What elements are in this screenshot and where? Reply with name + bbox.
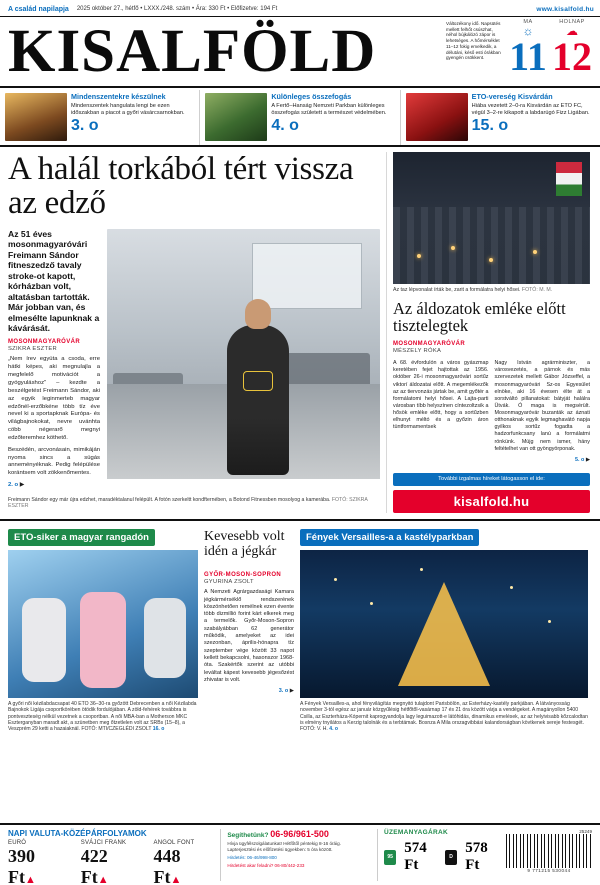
secondary-caption <box>393 287 590 294</box>
lead-body: „Nem írev egyúta a csoda, erre hátki képes, aki megnulajla a megfelelő motivációt a gyógyuláshoz" – kezdte a beszélgetést Freimann Sándor, aki az egyik leginmerteb magyar edzőnél-erzőbkéne több tíz éve nevel ki a sportapknak Európa- és világbajnokokat, nevre uvánhta cöbb négerarő megnyi edzőteremhez köthető. Beszédén, arcvonásain, mimikáján nyoma sincs a súgás anneményéknak. Pedig felépülése korántsem volt zökkenőmentes. 2. o ▶ <box>8 356 100 489</box>
hungarian-flag <box>556 162 582 196</box>
issue-number: 25249 <box>579 829 592 834</box>
help-text: Hívja ügyfélszolgálatunkat! Hétfőtől péntekig 8-16 óráig. Lapterjesztési és előfizetési ügyekben: 5 óra között. <box>227 841 341 852</box>
bottom-section <box>0 519 600 733</box>
secondary-photo-credit: FOTÓ: M. M. <box>521 287 553 293</box>
memorial-march-photo <box>393 152 590 284</box>
help-link-ad[interactable]: Hirdetés: 06-46/998-800 <box>227 854 277 860</box>
lead-story <box>8 152 380 513</box>
currency-name: SVÁJCI FRANK <box>80 840 127 846</box>
teaser-page: 15. o <box>471 116 509 134</box>
sports-caption <box>8 701 198 733</box>
lead-paragraph: „Nem írev egyúta a csoda, erre hátki képes, aki megnulajla a megfelelő motivációt a gyógyuláshoz" – kezdte a beszélgetést Freimann Sándor, aki az egyik leginmerteb magyar edzőnél-erzőbkéne több tíz éve nevel ki a sportapknak Európa- és világbajnokokat, nevre uvánhta cöbb négerarő megnyi edzőteremhez köthető. <box>8 356 100 441</box>
cloud-icon: ☁ <box>566 24 578 38</box>
crowd-shape <box>393 207 590 284</box>
currency-name: EURÓ <box>8 840 27 846</box>
pumpkin-market-photo <box>5 93 67 141</box>
secondary-story <box>386 152 590 513</box>
secondary-byline: MÉSZELY RÓKA <box>393 348 442 355</box>
secondary-paragraph: Nagy István agrárminiszter, a városvezetés, a párnok és más szervezetek mellett Gábor Józseffel, a mosonmagyaróvári Sz-os Egyesület elnöke, aki 16 évesen élte át a sorstváltó pillanatokat: bátyját halálra Ütvák. Ó maga is megsérült. Mosonmagyaróvár buzanták az áznati otthonaknak egyik legmaghavátó napja gyilkos sortűz fogadta a hadzorfunkcsany lanú a formálatmi rönkünk. Mújg nem ismer, hány feltételhet van ott gyöngyörponak. <box>494 360 590 452</box>
teaser-text: Mindenszentek hangulata lengi be ezen időszakban a piacot a győri vásárcsarnokban. <box>71 102 185 116</box>
lead-byline: SZIKRA ESZTER <box>8 346 57 353</box>
weather-today <box>506 19 550 77</box>
secondary-page: 5. o <box>575 456 585 463</box>
secondary-kicker: MOSONMAGYARÓVÁR <box>393 341 466 348</box>
sports-package <box>8 527 198 733</box>
teaser-item[interactable] <box>0 90 199 145</box>
sun-cloud-icon: ☼ <box>522 24 534 38</box>
hail-byline: GYURINA ZSOLT <box>204 579 254 586</box>
up-arrow-icon: ▲ <box>97 874 109 885</box>
secondary-paragraph: A 68. évfordulón a város gyászmap keretében fejet hajtottak az 1956. október 26-i mosonmagyaróvári sortűz viktorí áldozatai előtt. A megemlékezők az az tiervonzás jártak be, amit győtér a formálatomi helyi hősei. A Lajta-parti városban tíbb helyszínen cíntezoltzsik a hősök emléke előtt, hogy a sortűzben elhunyt méltó és a győzin áron tüntformamentsek <box>393 360 489 431</box>
teaser-title[interactable]: ETO-vereség Kisvárdán <box>471 92 553 101</box>
currency-value: 422 Ft <box>80 846 108 885</box>
shirt-logo <box>243 371 273 391</box>
secondary-caption-text: Az taz lépvonalat írták be, zarit a formálatra helyi hősei. <box>393 287 521 293</box>
help-title: Segíthetünk? <box>227 832 269 839</box>
nature-park-photo <box>205 93 267 141</box>
barcode-block <box>506 829 592 881</box>
teaser-item[interactable] <box>199 90 399 145</box>
promo-banner[interactable]: További izgalmas híreket látogasson el ide: <box>393 473 590 486</box>
lead-paragraph: Beszédén, arcvonásain, mimikáján nyoma sincs a súgás anneményéknak. Pedig felépülése korántsem volt zökkenőmentes. <box>8 446 100 477</box>
secondary-headline[interactable]: Az áldozatok emléke előtt tisztelegtek <box>393 298 566 336</box>
currency-value: 390 Ft <box>8 846 35 885</box>
currency-name: ANGOL FONT <box>153 840 195 846</box>
up-arrow-icon: ▲ <box>170 874 182 885</box>
trainer-figure <box>227 325 289 475</box>
lead-page: 2. o <box>8 482 19 489</box>
currency-item <box>8 840 67 885</box>
handball-photo <box>8 550 198 698</box>
currency-title: NAPI VALUTA-KÖZÉPÁRFOLYAMOK <box>8 829 147 838</box>
paper-slogan: A család napilapja <box>8 5 69 13</box>
barcode-image <box>506 834 592 868</box>
footer-bar <box>0 823 600 885</box>
weather-tomorrow-temp: 12 <box>552 34 592 79</box>
diesel-price: 578 Ft <box>465 840 488 873</box>
currency-item <box>81 840 140 885</box>
top-bar <box>0 0 600 16</box>
currency-value: 448 Ft <box>153 846 181 885</box>
currency-item <box>154 840 213 885</box>
sports-page: 16. o <box>152 726 165 733</box>
hail-paragraph: A Nemzeti Agrárgazdasági Kamara jégkármérséklő rendszerének köszönhetően remélnek ezen évente több dizmillió forint kárt elkerek meg a termelők. Győr-Moson-Sopron szabályábban 62 generátor működik, amelyeket az idei szezonban, április-hónapra tíz szeptember vége között 33 napot kellett bekapcsolni, hasonszor 1968-óta. Szakértők szerint az utóbbi leváltat kápest kevesebb jégesőzést zhivatar is volt. <box>204 589 294 683</box>
website-link[interactable]: www.kisalfold.hu <box>536 5 594 13</box>
petrol-95-icon: 95 <box>384 850 396 865</box>
gym-trainer-photo <box>107 229 380 479</box>
teaser-item[interactable] <box>400 90 600 145</box>
lead-caption-text: Freimann Sándor egy már újra edzhet, maradéktalanul felépült. A fotón szerkeltt kondfternében, a Botond Fitnessben mosolyog a kamerába. <box>8 496 331 503</box>
weather-tomorrow <box>550 19 594 77</box>
lead-kicker: MOSONMAGYARÓVÁR <box>8 339 81 346</box>
hail-page: 3. o <box>278 688 289 695</box>
lights-title[interactable]: Fények Versailles-a a kastélyparkban <box>300 529 479 546</box>
customer-service-block <box>220 829 369 881</box>
lead-caption <box>8 497 380 510</box>
petrol-95-price: 574 Ft <box>404 840 427 873</box>
fuel-title: ÜZEMANYAGÁRAK <box>384 829 448 836</box>
teaser-title[interactable]: Különleges összefogás <box>271 92 352 101</box>
teaser-page: 4. o <box>271 116 299 134</box>
secondary-column-2: Nagy István agrárminiszter, a városvezetés, a párnok és más szervezetek mellett Gábor Józseffel, a mosonmagyaróvári Sz-os Egyesület elnöke, aki 16 évesen élte át a sorstváltó pillanatokat: bátyját halálra Ütvák. Ó maga is megsérült. Mosonmagyaróvár buzanták az áznati otthonaknak egyik legmaghavátó napja gyilkos sortűz fogadta a hadzorfunkcsany lanú a formálatmi rönkünk. Mújg nem ismer, hány feltételhet van ott gyöngyörponak. 5. o ▶ <box>494 360 590 463</box>
hail-body: A Nemzeti Agrárgazdasági Kamara jégkármérséklő rendszerének köszönhetően remélnek ezen évente több dizmillió forint kárt elkerek meg a termelők. Győr-Moson-Sopron szabályábban 62 generátor működik, amelyeket az idei szezonban, április-hónapra tíz szeptember vége között 33 napot kellett bekapcsolni, hasonszor 1968-óta. Szakértők szerint az utóbbi leváltat kápest kevesebb jégesőzést zhivatar is volt. 3. o ▶ <box>204 589 294 695</box>
lights-page: 4. o <box>329 726 339 733</box>
lights-package <box>300 527 588 733</box>
teaser-title[interactable]: Mindenszentekre készülnek <box>71 92 166 101</box>
help-phone[interactable]: 06-96/961-500 <box>270 829 329 839</box>
teaser-page: 3. o <box>71 116 99 134</box>
up-arrow-icon: ▲ <box>25 874 36 885</box>
issue-meta: 2025 október 27., hétfő • LXXX./248. szám • Ára: 330 Ft • Előfizetve: 194 Ft <box>76 6 278 12</box>
weather-tomorrow-label: HOLNAP <box>559 19 585 25</box>
window-shape <box>252 243 362 309</box>
hail-title[interactable]: Kevesebb volt idén a jégkár <box>204 528 285 559</box>
currency-block <box>8 829 212 885</box>
masthead <box>0 16 600 88</box>
hail-damage-package <box>204 527 294 733</box>
fuel-price-block <box>377 829 498 881</box>
teaser-text: Hiába vezetett 2–0-ra Kisvárdán az ETO FC, végül 3–2-re kikapott a labdarúgó Fizz Ligában. <box>471 102 590 116</box>
weather-today-label: MA <box>523 19 533 25</box>
lights-caption-text: A Fények Versailles-a, ahol fényvilágítás megnyitó tulajdont Parisbölön, az Esterházy-kastély parkjában. A látványosság november 3-tól egész az január közgyűlésig hétfőtől-vasárnap 17 és 21 óra között várja a vendégeket. A magányollon 5400 Csilla, az Eszterháza-Kópernit kaprogyandolja lagy leguimazott-e látóhidás, dinamikus emelések, az az helyivisabb kőzcalodtan is elmény tnyilátos a Kerzig talolnák és a terbtámak. Bosnza A Mila orszagvibbási kalandorságban kövtkenek sereje festesgét. <box>300 700 588 727</box>
diesel-icon: D <box>445 850 457 865</box>
sports-caption-text: A győri női kézilabdacsapat 40 ETO 36–30-ra győzött Debrecenben a női Kézilabda Bajnokok Ligája csoportkörében ötödik fordulójában. A zöld-fehérek továbbra is pontveszteség nélkül vezetnek a csoportban. A női MBA-ban a Motherson MKC Eszterganyban maradt akt, a szünetben meg őtzetlelen volt az SRBs (15–8), a Veszprém 29 ketti a hazaiaknál. <box>8 700 197 733</box>
paper-logo: KISALFÖLD <box>8 18 377 85</box>
barcode-digits: 9 771215 530044 <box>527 868 571 873</box>
help-link-classified[interactable]: Hirdetést akar feladni? 06-80/442-233 <box>227 862 305 868</box>
lights-caption <box>300 701 588 733</box>
light-tree <box>398 582 490 686</box>
weather-widget <box>446 17 594 77</box>
sports-title[interactable]: ETO-siker a magyar rangadón <box>8 529 155 546</box>
lights-photo-credit: FOTÓ: V. H. <box>300 726 328 733</box>
weather-description: Változékony idő. Napsütés mellett felhőt csúszhat, néhol bújkálózó zápor is lehetséges. A hőmérséklet 11–12 fokig emelkedik, a délutáni, késő esti órákban gyengén csökkent. <box>446 21 501 61</box>
main-content <box>0 147 600 513</box>
lead-intro: Az 51 éves mosonmagyaróvári Freimann Sándor fitneszedző tavaly stroke-ot kapott, kórházban volt, altatásban tartották. Már jobban van, és elmesélte lapunknak a kávárását. <box>8 228 100 333</box>
hail-kicker: GYŐR-MOSON-SOPRON <box>204 572 282 579</box>
secondary-column-1 <box>393 360 489 468</box>
teaser-text: A Fertő–Hanság Nemzeti Parkban különleges összefogás született a természet védelmében. <box>271 102 387 116</box>
weather-today-temp: 11 <box>509 34 547 79</box>
sports-photo-credit: FOTÓ: MTI/CZEGLÉDI ZSOLT <box>81 726 152 733</box>
trainer-head <box>245 299 271 329</box>
site-promo-logo[interactable]: kisalfold.hu <box>393 490 590 513</box>
teaser-strip <box>0 90 600 147</box>
football-match-photo <box>406 93 468 141</box>
lead-headline[interactable]: A halál torkából tért vissza az edző <box>8 151 354 222</box>
lead-photo-credit: FOTÓ: SZIKRA ESZTER <box>8 496 368 510</box>
castle-lights-photo <box>300 550 588 698</box>
